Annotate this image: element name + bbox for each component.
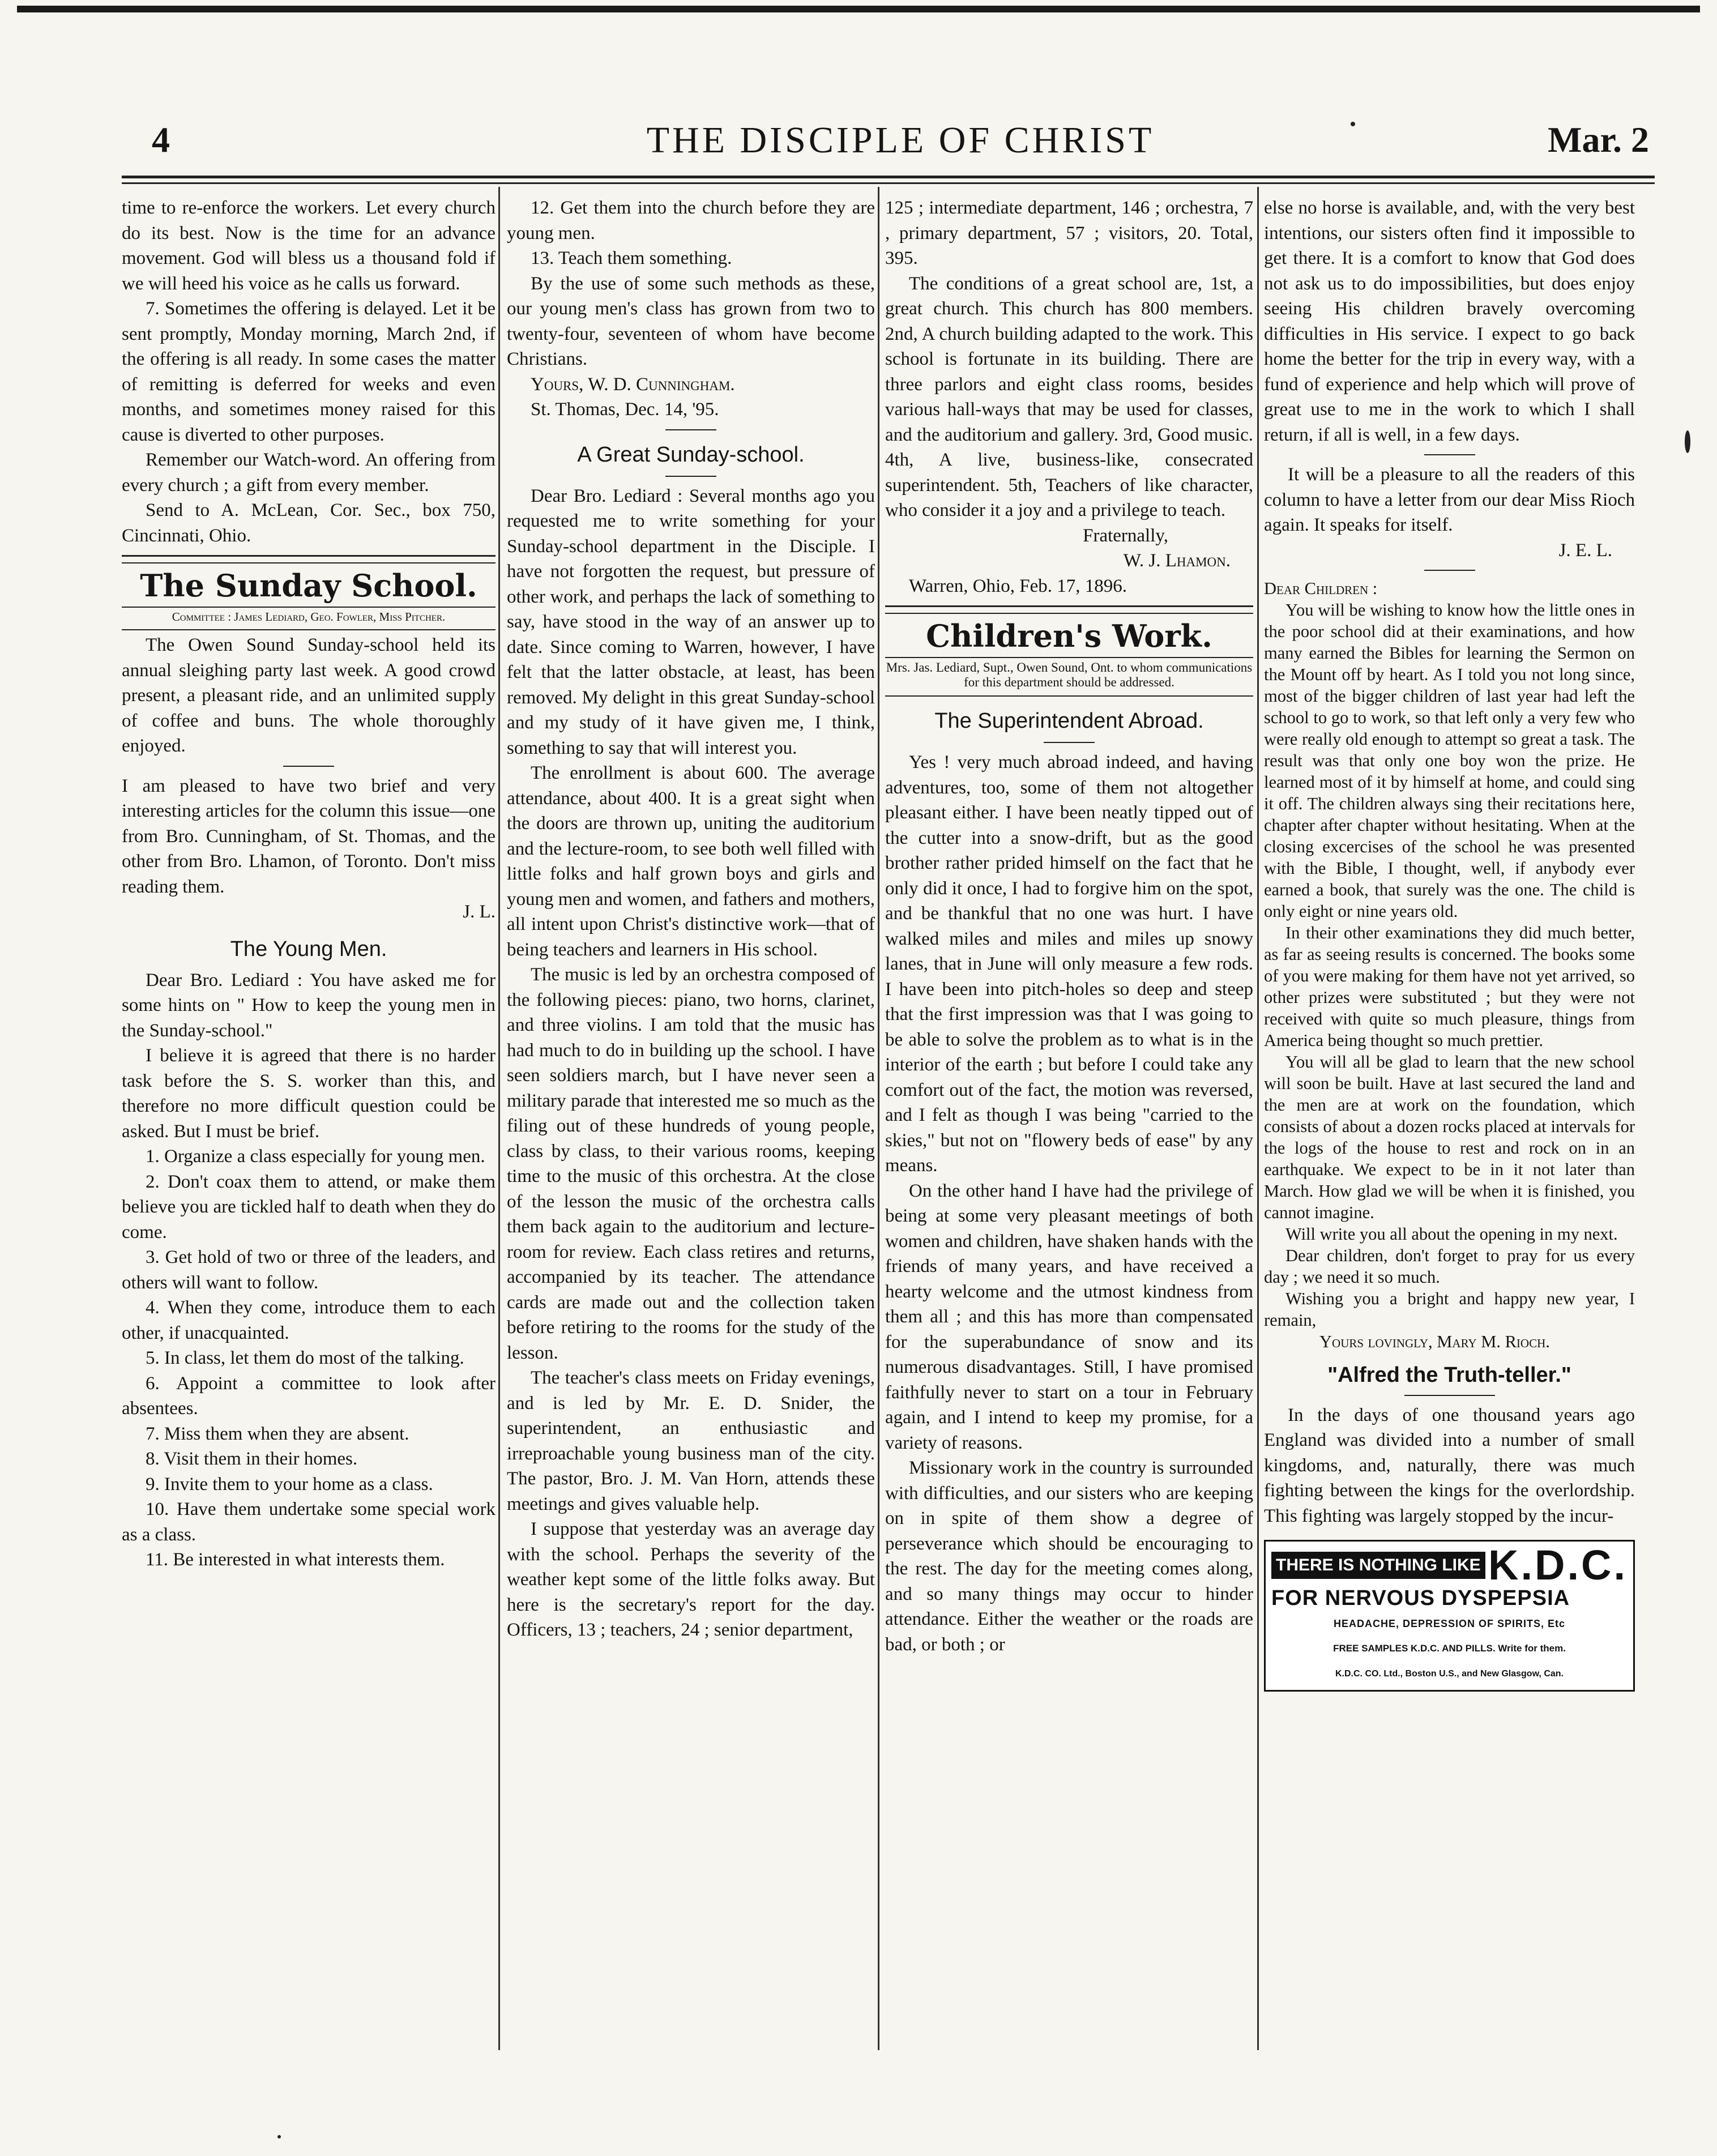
article-title-young-men: The Young Men. [230,937,387,961]
paragraph: else no horse is available, and, with the very best intentions, our sisters often find it impossible to get there. It is a comfort to know that God does not ask us to do impossibilities, but does enjoy seeing His children bravely overcoming difficulties in His service. I expect to go back home the better for the trip in every way, with a fund of experience and help which will prove of great use to me in the work to which I shall return, if all is well, in a few days. [1264,198,1635,445]
separator [283,766,334,767]
committee-note: Committee : James Lediard, Geo. Fowler, Miss Pitcher. [172,610,446,624]
list-item: 5. In class, let them do most of the talking. [146,1348,464,1368]
scan-mark [277,2135,281,2138]
paragraph: Missionary work in the country is surrounded with difficulties, and our sisters who are keeping on in spite of them show a degree of perseverance which should be encouraging to the rest. The day for the meeting comes along, and so many things may occur to hinder attendance. Either the weather or the roads are bad, or both ; or [885,1458,1253,1655]
paragraph: In the days of one thousand years ago England was divided into a number of small kingdoms, and, naturally, there was much fighting between the kings for the overlordship. This fighting was largely stopped by the incur- [1264,1404,1635,1526]
paragraph: Send to A. McLean, Cor. Sec., box 750, Cincinnati, Ohio. [122,500,496,546]
paragraph: By the use of some such methods as these, our young men's class has grown from two to twenty-four, seventeen of whom have become Christians. [507,273,875,369]
section-rule [122,562,496,563]
separator [1404,1395,1495,1396]
paragraph: The conditions of a great school are, 1st, a great church. This church has 800 members. 2nd, A church building adapted to the work. This school is fortunate in its building. There are three parlors and eight class rooms, besides various hall-ways that may be used for classes, and the auditorium and gallery. 3rd, Good music. 4th, A live, business-like, consecrated superintendent. 5th, Teachers of like character, who consider it a joy and a privilege to teach. [885,273,1253,520]
section-title-sunday-school: The Sunday School. [140,567,477,604]
section-rule [885,605,1253,607]
paragraph: It will be a pleasure to all the readers of this column to have a letter from our dear Miss Rioch again. It speaks for itself. [1264,464,1635,535]
separator [1044,742,1095,743]
signature: Yours, W. D. Cunningham. [531,374,735,395]
header-rule-thin [122,182,1655,184]
paragraph: Dear Bro. Lediard : Several months ago you requested me to write something for your Sunday-school department in the Disciple. I have not forgotten the request, but pressure of other work, and perhaps the lack of something to say, have stood in the way of an answer up to date. Since coming to Warren, however, I have felt that the latter obstacle, at least, has been removed. My delight in this great Sunday-school and my study of it have given me, I think, something to say that will interest you. [507,485,875,758]
separator [1424,570,1475,571]
list-item: 10. Have them undertake some special work as a class. [122,1499,496,1545]
signature-line: Fraternally, [1083,525,1168,546]
section-rule [122,555,496,557]
paragraph: On the other hand I have had the privilege of being at some very pleasant meetings of both women and children, have shaken hands with the friends of many years, and have received a hearty welcome and the utmost kindness from them all ; and this has more than compensated for the superabundance of snow and its numerous disadvantages. Still, I have promised faithfully never to start on a tour in February again, and I intend to keep my promise, for a variety of reasons. [885,1180,1253,1453]
newspaper-title: THE DISCIPLE OF CHRIST [646,119,1155,161]
ad-brand: K.D.C. [1488,1542,1628,1589]
list-item: 4. When they come, introduce them to each other, if unacquainted. [122,1297,496,1343]
section-rule [885,613,1253,614]
issue-date: Mar. 2 [1548,119,1649,160]
list-item: 3. Get hold of two or three of the leaders, and others will want to follow. [122,1247,496,1293]
paragraph: Dear children, don't forget to pray for us every day ; we need it so much. [1264,1246,1635,1287]
column-2 [507,195,875,1643]
paragraph: The teacher's class meets on Friday evenings, and is led by Mr. E. D. Snider, the superintendent, an enthusiastic and irreproachable young business man of the city. The pastor, Bro. J. M. Van Horn, attends these meetings and gives valuable help. [507,1368,875,1514]
paragraph: 7. Sometimes the offering is delayed. Let it be sent promptly, Monday morning, March 2nd, if the offering is all ready. In some cases the matter of remitting is deferred for weeks and even months, and sometimes money raised for this cause is diverted to other purposes. [122,298,496,445]
paragraph: time to re-enforce the workers. Let every church do its best. Now is the time for an advance movement. God will bless us a thousand fold if we will heed his voice as he calls us forward. [122,198,496,294]
list-item: 2. Don't coax them to attend, or make them believe you are tickled half to death when they do come. [122,1171,496,1243]
list-item: 7. Miss them when they are absent. [146,1423,409,1444]
section-rule [122,607,496,608]
list-item: 8. Visit them in their homes. [146,1449,358,1469]
section-rule [885,657,1253,658]
signature: W. J. Lhamon. [1123,550,1231,571]
closing-signature: Yours lovingly, Mary M. Rioch. [1319,1332,1550,1351]
column-1 [122,195,496,1573]
list-item: 11. Be interested in what interests them. [146,1549,445,1570]
paragraph: You will be wishing to know how the little ones in the poor school did at their examinations, and how many earned the Bibles for learning the Sermon on the Mount off by heart. As I told you not long since, most of the bigger children of last year had left the school to go to work, so that left only a very few who were really old enough to attempt so great a task. The result was that only one boy won the prize. He learned most of it by himself at home, and could sing it off. The children always sing their recitations here, chapter after chapter without hesitating. When at the closing excercises of the school he was presented with the Bible, I thought, well, if anybody ever earned a book, that surely was the one. The child is only eight or nine years old. [1264,600,1635,921]
paragraph: Remember our Watch-word. An offering from every church ; a gift from every member. [122,450,496,496]
dateline: Warren, Ohio, Feb. 17, 1896. [909,575,1127,596]
section-rule [122,629,496,630]
paragraph: Will write you all about the opening in my next. [1285,1224,1618,1244]
paragraph: I am pleased to have two brief and very interesting articles for the column this issue—one from Bro. Cunningham, of St. Thomas, and the other from Bro. Lhamon, of Toronto. Don't miss reading them. [122,775,496,897]
paragraph: 125 ; intermediate department, 146 ; orchestra, 7 , primary department, 57 ; visitors, 20. Total, 395. [885,198,1253,268]
article-title-superintendent-abroad: The Superintendent Abroad. [934,709,1204,733]
scan-mark [1351,122,1355,126]
signature: J. L. [463,902,496,922]
paragraph: Dear Bro. Lediard : You have asked me for some hints on " How to keep the young men in the Sunday-school." [122,970,496,1041]
paragraph: Wishing you a bright and happy new year, I remain, [1264,1289,1635,1330]
list-item: 6. Appoint a committee to look after absentees. [122,1373,496,1419]
separator [1424,454,1475,455]
scan-mark [1685,430,1690,453]
top-border [17,6,1700,12]
page-header [152,119,1649,176]
paragraph: I suppose that yesterday was an average day with the school. Perhaps the severity of the weather kept some of the little folks away. But here is the secretary's report for the day. Officers, 13 ; teachers, 24 ; senior department, [507,1519,875,1640]
article-title-great-sunday-school: A Great Sunday-school. [577,442,805,467]
ad-address: K.D.C. CO. Ltd., Boston U.S., and New Glasgow, Can. [1335,1668,1564,1679]
separator [665,429,716,430]
committee-note: Mrs. Jas. Lediard, Supt., Owen Sound, Ont. to whom communications for this department should be addressed. [886,660,1253,689]
column-divider [878,187,879,2050]
header-rule [122,176,1655,178]
column-divider [498,187,500,2050]
paragraph: I believe it is agreed that there is no harder task before the S. S. worker than this, and therefore no more difficult question could be asked. But I must be brief. [122,1045,496,1142]
article-title-alfred: "Alfred the Truth-teller." [1327,1363,1571,1387]
ad-headline: FOR NERVOUS DYSPEPSIA [1271,1586,1570,1610]
salutation: Dear Children : [1264,579,1378,598]
signature: J. E. L. [1558,540,1612,561]
list-item: 1. Organize a class especially for young men. [146,1146,485,1167]
ad-offer: FREE SAMPLES K.D.C. AND PILLS. Write for them. [1333,1643,1566,1654]
list-item: 12. Get them into the church before they are young men. [507,198,875,244]
dateline: St. Thomas, Dec. 14, '95. [531,399,719,420]
separator [665,476,716,477]
page-number: 4 [152,119,170,160]
kdc-advertisement [1264,1540,1635,1692]
list-item: 9. Invite them to your home as a class. [146,1474,433,1495]
column-3 [885,195,1253,1657]
section-title-childrens-work: Children's Work. [926,618,1212,654]
column-divider [1257,187,1259,2050]
list-item: 13. Teach them something. [531,248,732,268]
column-4 [1264,195,1635,1692]
paragraph: Yes ! very much abroad indeed, and having adventures, too, some of them not altogether pleasant either. I have been neatly tipped out of the cutter into a snow-drift, but as the good brother rather prided himself on the fact that he only did it once, I had to forgive him on the spot, and be thankful that no one was hurt. I have walked miles and miles and miles up snowy lanes, that in June will only measure a few rods. I have been into pitch-holes so deep and steep that the first impression was that I was going to be able to solve the problem as to what is in the interior of the earth ; but before I could take any comfort out of the fact, the motion was reversed, and I felt as though I was being "carried to the skies," but not on "flowery beds of ease" by any means. [885,752,1253,1176]
paragraph: You will all be glad to learn that the new school will soon be built. Have at last secured the land and the men are at work on the foundation, which consists of about a dozen rocks placed at intervals for the logs of the house to rest and rock on in an earthquake. We expect to be in it not later than March. How glad we will be when it is finished, you cannot imagine. [1264,1052,1635,1222]
paragraph: The enrollment is about 600. The average attendance, about 400. It is a great sight when the doors are thrown up, uniting the auditorium and the lecture-room, to see both well filled with little folks and half grown boys and girls and young men and women, and fathers and mothers, all intent upon Christ's distinctive work—that of being teachers and learners in His school. [507,763,875,960]
ad-subline: HEADACHE, DEPRESSION OF SPIRITS, Etc [1333,1617,1566,1629]
section-rule [885,695,1253,697]
paragraph: The music is led by an orchestra composed of the following pieces: piano, two horns, clarinet, and three violins. I am told that the music has had much to do in building up the school. I have seen soldiers march, but I have never seen a military parade that interested me so much as the filing out of these hundreds of young people, class by class, to their various rooms, keeping time to the music of this orchestra. At the close of the lesson the music of the orchestra calls them back again to the auditorium and lecture-room for review. Each class retires and returns, accompanied by its teacher. The attendance cards are made out and the collection taken before retiring to the rooms for the study of the lesson. [507,964,875,1363]
paragraph: In their other examinations they did much better, as far as seeing results is concerned. The books some of you were making for them have not yet arrived, so other prizes were substituted ; but they were not received with quite so much pleasure, things from America being thought so much prettier. [1264,923,1635,1050]
paragraph: The Owen Sound Sunday-school held its annual sleighing party last week. A good crowd present, a pleasant ride, and an unlimited supply of coffee and buns. The whole thoroughly enjoyed. [122,635,496,756]
ad-tagline: THERE IS NOTHING LIKE [1271,1552,1485,1579]
